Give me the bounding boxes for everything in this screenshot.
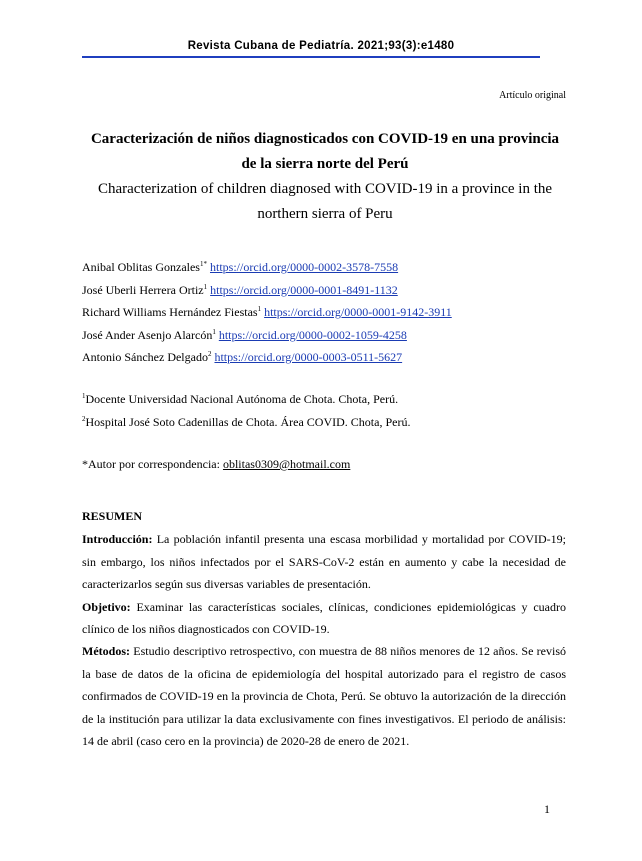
author-name: Richard Williams Hernández Fiestas: [82, 305, 258, 319]
author-line: [82, 346, 568, 369]
author-affiliation-mark: 1: [212, 327, 216, 336]
section-text: La población infantil presenta una escasa morbilidad y mortalidad por COVID-19; sin embargo, los niños infectados por el SARS-CoV-2 están en aumento y cabe la necesidad de caracterizarlos según sus diversas variables de presentación.: [82, 532, 566, 592]
author-line: [82, 256, 568, 279]
affiliations: [82, 388, 568, 434]
article-type: Artículo original: [499, 90, 566, 101]
page-number: 1: [544, 802, 550, 816]
author-list: [82, 256, 568, 369]
correspondence: [82, 457, 568, 472]
author-name: Antonio Sánchez Delgado: [82, 350, 208, 364]
section-label: Métodos:: [82, 644, 130, 659]
author-affiliation-mark: 1: [203, 282, 208, 291]
title-english: Characterization of children diagnosed with COVID-19 in a province in the northern sierra of Peru: [97, 181, 553, 222]
author-affiliation-mark: 2: [207, 350, 212, 358]
affiliation-line: [82, 388, 568, 411]
correspondence-email[interactable]: oblitas0309@hotmail.com: [222, 457, 351, 471]
author-line: [82, 301, 568, 324]
abstract-methods: [82, 640, 566, 752]
author-name: José Ander Asenjo Alarcón: [82, 327, 213, 342]
affiliation-mark: 2: [82, 415, 86, 423]
title-spanish: Caracterización de niños diagnosticados con COVID-19 en una provincia de la sierra norte del Perú: [90, 131, 560, 172]
journal-header: Revista Cubana de Pediatría. 2021;93(3):e1480: [187, 40, 455, 52]
author-name: Anibal Oblitas Gonzales: [82, 260, 200, 274]
section-label: Introducción:: [82, 532, 153, 547]
abstract-objective: [82, 596, 566, 641]
affiliation-mark: 1: [82, 392, 86, 400]
author-line: [82, 324, 568, 347]
correspondence-label: *Autor por correspondencia:: [82, 457, 223, 471]
orcid-link[interactable]: https://orcid.org/0000-0001-9142-3911: [264, 305, 452, 319]
affiliation-text: Hospital José Soto Cadenillas de Chota. Área COVID. Chota, Perú.: [85, 415, 411, 429]
author-line: [82, 279, 568, 302]
orcid-link[interactable]: https://orcid.org/0000-0003-0511-5627: [214, 350, 403, 364]
author-affiliation-mark: 1*: [199, 260, 207, 268]
orcid-link[interactable]: https://orcid.org/0000-0002-3578-7558: [209, 260, 399, 274]
header-divider: [82, 56, 540, 58]
section-text: Examinar las características sociales, clínicas, condiciones epidemiológicas y cuadro clínico de los niños diagnosticados con COVID-19.: [82, 599, 566, 637]
title-block: [82, 127, 568, 227]
section-label: Objetivo:: [82, 599, 131, 614]
section-text: Estudio descriptivo retrospectivo, con muestra de 88 niños menores de 12 años. Se revisó la base de datos de la oficina de epidemiología del hospital autorizado para el registro de casos confirmados de COVID-19 en la provincia de Chota, Perú. Se obtuvo la autorización de la dirección de la institución para utilizar la data exclusivamente con fines investigativos. El periodo de análisis: 14 de abril (caso cero en la provincia) de 2020-28 de enero de 2021.: [82, 644, 566, 749]
abstract-introduction: [82, 528, 566, 595]
affiliation-line: [82, 411, 568, 434]
orcid-link[interactable]: https://orcid.org/0000-0001-8491-1132: [210, 282, 398, 297]
orcid-link[interactable]: https://orcid.org/0000-0002-1059-4258: [218, 327, 407, 342]
author-name: José Uberli Herrera Ortiz: [82, 282, 204, 297]
affiliation-text: Docente Universidad Nacional Autónoma de Chota. Chota, Perú.: [85, 392, 399, 406]
abstract: [82, 505, 566, 752]
abstract-heading: RESUMEN: [82, 509, 143, 523]
author-affiliation-mark: 1: [257, 305, 262, 313]
